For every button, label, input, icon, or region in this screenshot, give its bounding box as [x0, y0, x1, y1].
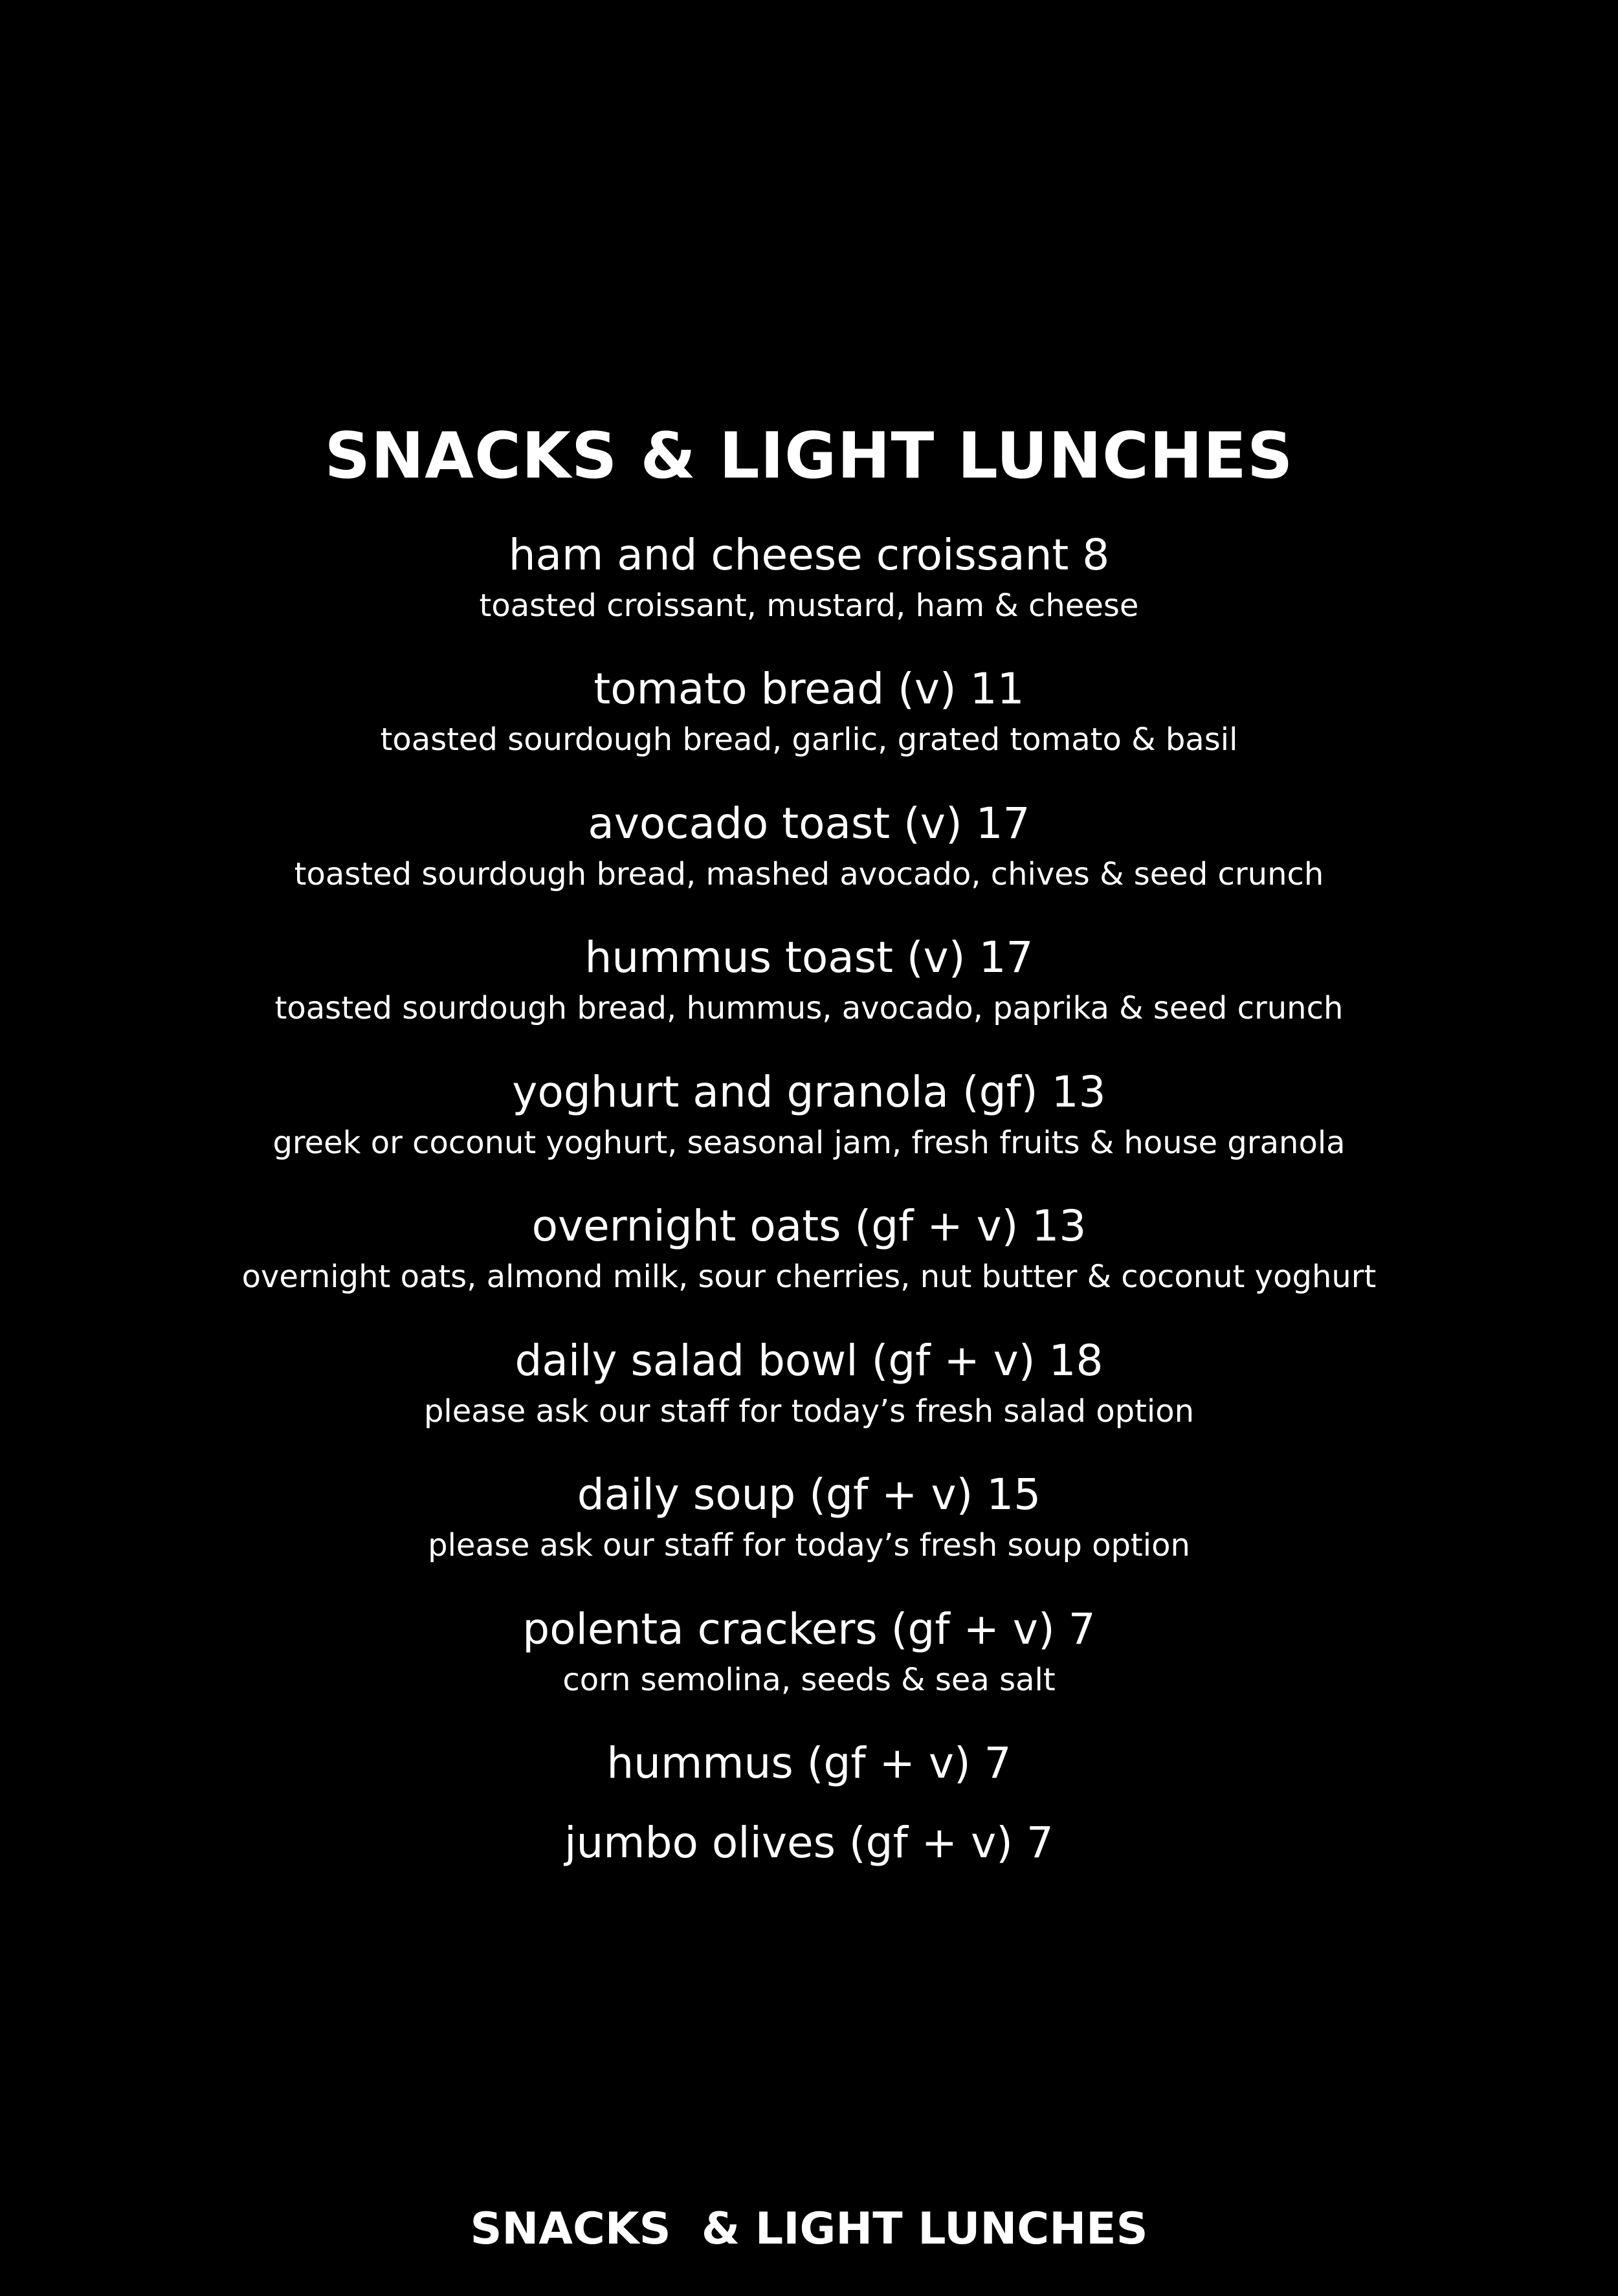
- menu-item-description: toasted sourdough bread, mashed avocado, chives & seed crunch: [294, 856, 1324, 892]
- menu-item-name: polenta crackers (gf + v) 7: [522, 1604, 1096, 1654]
- menu-item-name: tomato bread (v) 11: [593, 664, 1025, 714]
- menu-item-name: daily soup (gf + v) 15: [577, 1470, 1041, 1519]
- menu-item-description: greek or coconut yoghurt, seasonal jam, fresh fruits & house granola: [272, 1125, 1346, 1161]
- menu-item: [0, 1604, 1618, 1699]
- menu-item: [0, 798, 1618, 894]
- menu-item: [0, 1469, 1618, 1565]
- menu-item-description: toasted croissant, mustard, ham & cheese: [479, 588, 1139, 624]
- menu-item: [0, 932, 1618, 1028]
- menu-item: [0, 1817, 1618, 1869]
- menu-item-name: overnight oats (gf + v) 13: [531, 1201, 1087, 1251]
- menu-item-description: toasted sourdough bread, garlic, grated tomato & basil: [380, 722, 1238, 758]
- menu-item-description: overnight oats, almond milk, sour cherries, nut butter & coconut yoghurt: [241, 1259, 1377, 1295]
- menu-item: [0, 1738, 1618, 1789]
- menu-item: [0, 529, 1618, 625]
- menu-item-name: yoghurt and granola (gf) 13: [512, 1067, 1106, 1117]
- menu-item-name: hummus toast (v) 17: [584, 933, 1034, 982]
- menu-item-description: please ask our staff for today’s fresh salad option: [423, 1393, 1195, 1429]
- menu-item-description: please ask our staff for today’s fresh soup option: [428, 1527, 1190, 1563]
- menu-item-description: corn semolina, seeds & sea salt: [562, 1662, 1056, 1698]
- menu-item-name: ham and cheese croissant 8: [508, 530, 1110, 580]
- menu-heading: SNACKS & LIGHT LUNCHES: [324, 419, 1294, 493]
- footer-title: SNACKS & LIGHT LUNCHES: [470, 2203, 1148, 2255]
- menu-item-description: toasted sourdough bread, hummus, avocado, paprika & seed crunch: [274, 990, 1344, 1026]
- menu-item-name: avocado toast (v) 17: [588, 799, 1030, 848]
- menu-item: [0, 1335, 1618, 1431]
- menu-item-name: hummus (gf + v) 7: [606, 1738, 1012, 1788]
- menu-item-name: daily salad bowl (gf + v) 18: [515, 1336, 1103, 1385]
- menu-item: [0, 1200, 1618, 1296]
- menu-item: [0, 1066, 1618, 1162]
- menu-item: [0, 663, 1618, 759]
- menu-item-name: jumbo olives (gf + v) 7: [564, 1818, 1054, 1868]
